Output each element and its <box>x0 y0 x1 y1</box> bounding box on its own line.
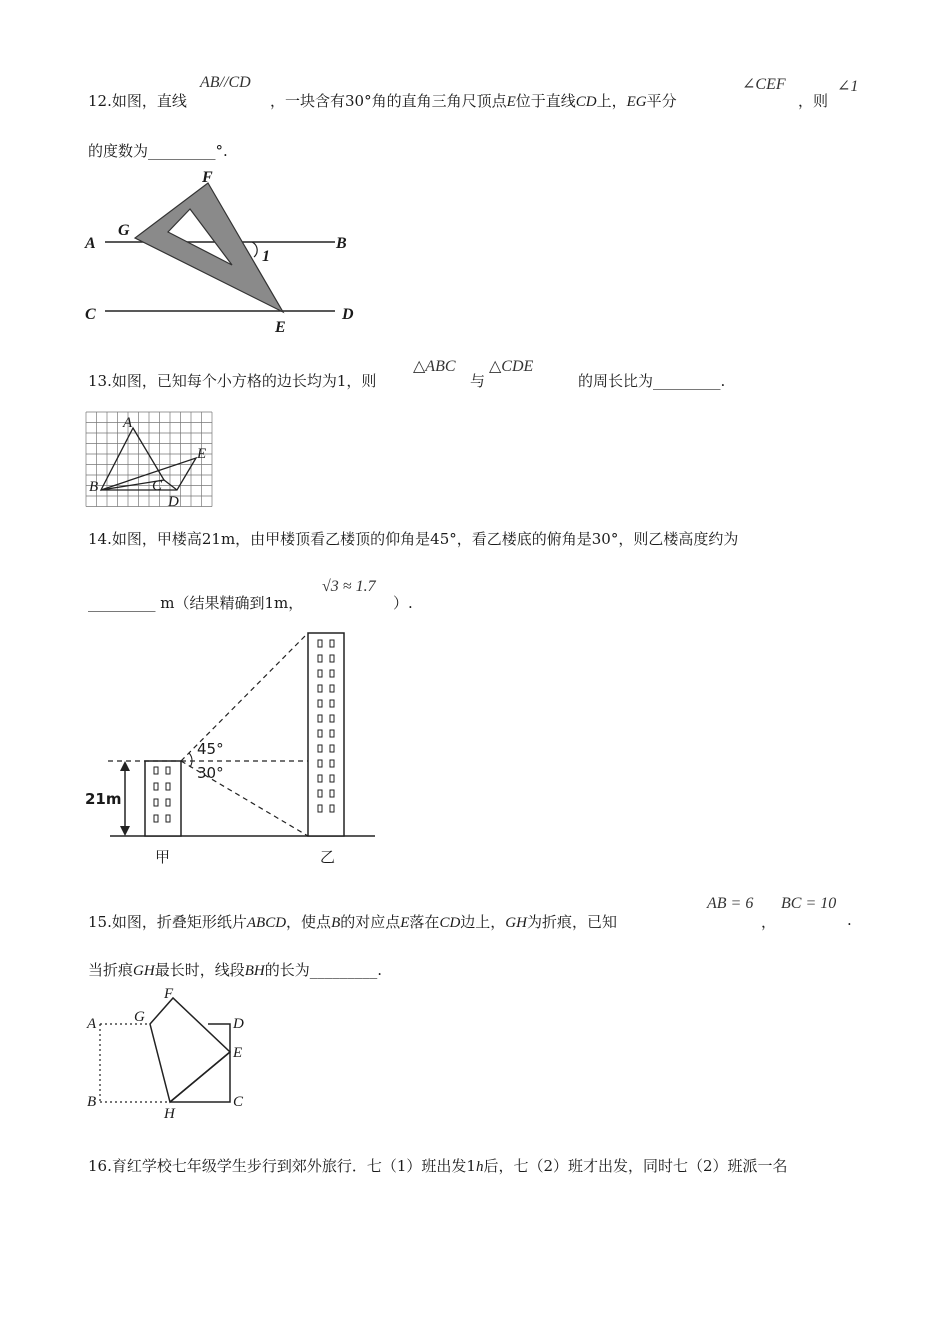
q15-bc-value: BC = 10 <box>781 895 837 912</box>
q12-figure <box>80 165 380 335</box>
angle-1-arc <box>252 242 257 257</box>
label-c: C <box>152 478 163 494</box>
q13-and: 与 <box>470 372 486 390</box>
folded-part <box>150 998 230 1102</box>
building-jia <box>145 761 181 836</box>
label-angle-1: 1 <box>262 248 270 265</box>
label-45: 45° <box>197 740 224 758</box>
label-c: C <box>85 306 96 323</box>
q12-parallel-expr: AB//CD <box>200 74 251 91</box>
q14-line2-end: ）. <box>393 594 413 612</box>
label-d: D <box>342 306 354 323</box>
set-square <box>135 183 283 312</box>
label-h: H <box>164 1106 175 1122</box>
label-b: B <box>87 1094 97 1110</box>
q12-angle-1: ∠1 <box>837 78 859 95</box>
q12-angle-cef: ∠CEF <box>742 76 786 93</box>
q15-ab-value: AB = 6 <box>707 895 754 912</box>
segment-cd <box>164 480 177 490</box>
q12-then: ，则 <box>798 92 829 110</box>
label-g: G <box>118 222 130 239</box>
q14-answer-blank: _________ <box>88 594 156 612</box>
height-arrow-top <box>120 761 130 771</box>
label-e: E <box>197 446 207 462</box>
angle-30-arc <box>190 761 192 767</box>
question-16: 16.育红学校七年级学生步行到郊外旅行．七（1）班出发1h后，七（2）班才出发，同时七（2）班派一名 <box>88 1157 788 1175</box>
label-b: B <box>336 235 347 252</box>
label-c: C <box>233 1094 244 1110</box>
q13-ratio-text: 的周长比为_________. <box>578 372 726 390</box>
q14-sqrt3-approx: √3 ≈ 1.7 <box>322 578 376 595</box>
label-d: D <box>233 1016 244 1032</box>
q12-line1: 12.如图，直线 <box>88 92 187 110</box>
label-g: G <box>134 1009 145 1025</box>
rect-right-edges <box>170 1024 230 1102</box>
q13-triangle-abc: △ABC <box>413 358 456 375</box>
q14-figure <box>80 628 380 868</box>
label-jia: 甲 <box>155 848 171 866</box>
label-e: E <box>275 319 286 336</box>
q14-line1: 14.如图，甲楼高21m，由甲楼顶看乙楼顶的仰角是45°，看乙楼底的俯角是30°，则乙楼高度约为 <box>88 530 739 548</box>
label-a: A <box>123 415 133 431</box>
label-b: B <box>89 479 99 495</box>
q15-line1: 15.如图，折叠矩形纸片ABCD，使点B的对应点E落在CD边上，GH为折痕，已知 <box>88 913 617 931</box>
label-f: F <box>202 169 213 186</box>
sight-lines <box>108 633 308 836</box>
q13-grid-figure <box>86 412 216 512</box>
q13-triangle-cde: △CDE <box>489 358 534 375</box>
segment-he <box>170 1052 230 1102</box>
label-yi: 乙 <box>320 848 336 866</box>
q12-line2: 的度数为_________°. <box>88 142 228 160</box>
q12-line1-b: ，一块含有30°角的直角三角尺顶点E位于直线CD上，EG平分 <box>270 92 677 110</box>
label-21m: 21m <box>85 790 122 808</box>
building-yi <box>308 633 344 836</box>
q15-line2: 当折痕GH最长时，线段BH的长为_________. <box>88 961 382 979</box>
angle-45-arc <box>189 753 192 761</box>
q13-line1: 13.如图，已知每个小方格的边长均为1，则 <box>88 372 377 390</box>
label-d: D <box>168 494 179 510</box>
height-arrow-bottom <box>120 826 130 836</box>
q14-line2: _________ m（结果精确到1m， <box>88 594 304 612</box>
q15-figure <box>82 985 262 1125</box>
q15-sep: ， <box>761 913 777 931</box>
label-e: E <box>233 1045 243 1061</box>
label-a: A <box>85 235 96 252</box>
label-a: A <box>87 1016 97 1032</box>
label-f: F <box>164 986 174 1002</box>
q15-end: . <box>847 911 852 929</box>
label-30: 30° <box>197 764 224 782</box>
